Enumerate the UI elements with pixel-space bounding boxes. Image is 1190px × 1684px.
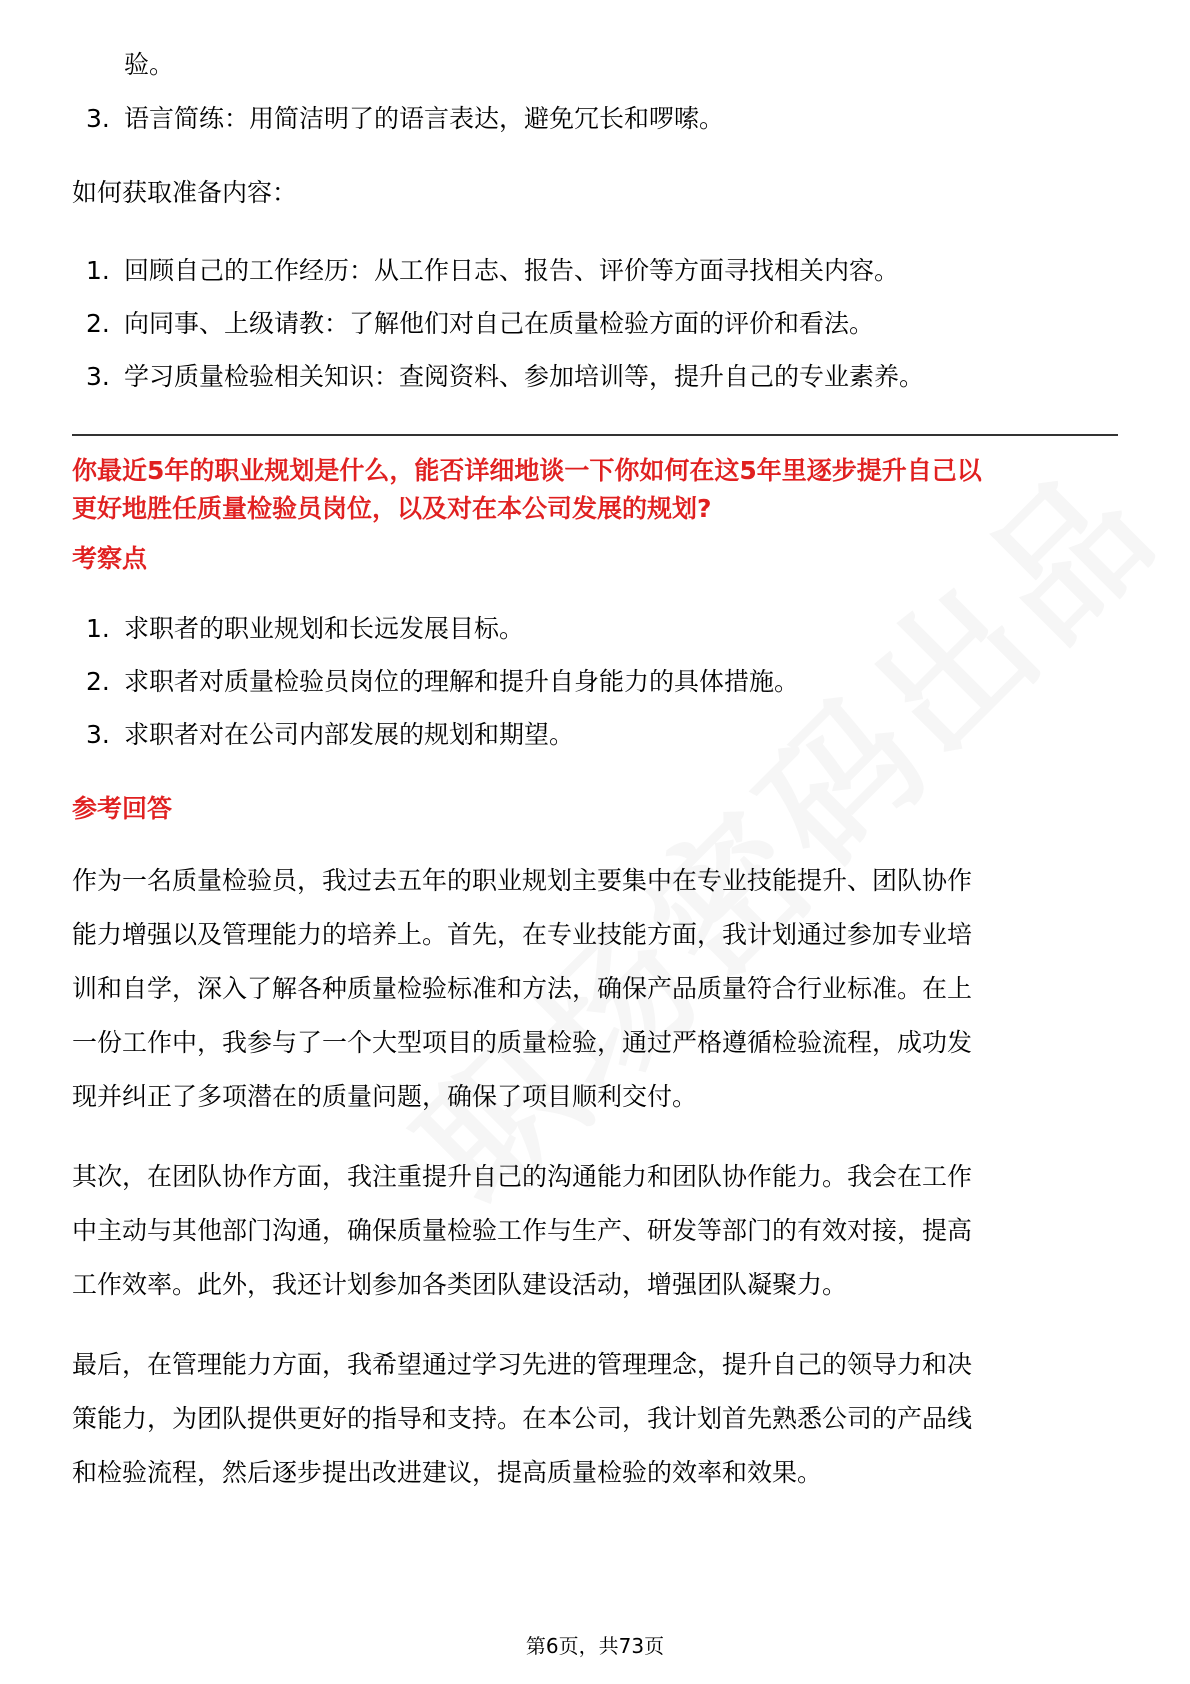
list-number: 1.: [86, 256, 110, 285]
list-item: [72, 612, 1118, 646]
list-item-text: 学习质量检验相关知识：查阅资料、参加培训等，提升自己的专业素养。: [124, 362, 925, 391]
list-number: 3.: [86, 362, 110, 391]
paragraph-line: 其次，在团队协作方面，我注重提升自己的沟通能力和团队协作能力。我会在工作: [72, 1162, 973, 1191]
page-number: 第6页，共73页: [525, 1634, 665, 1658]
list-number: 1.: [86, 614, 110, 643]
list-item: [72, 360, 1118, 394]
list-number: 3.: [86, 104, 110, 133]
list-item: [72, 254, 1118, 288]
paragraph-line: 能力增强以及管理能力的培养上。首先，在专业技能方面，我计划通过参加专业培: [72, 920, 973, 949]
list-item: [72, 718, 1118, 752]
paragraph-line: 中主动与其他部门沟通，确保质量检验工作与生产、研发等部门的有效对接，提高: [72, 1216, 973, 1245]
list-number: 3.: [86, 720, 110, 749]
paragraph-line: 最后，在管理能力方面，我希望通过学习先进的管理理念，提升自己的领导力和决: [72, 1350, 973, 1379]
answer-paragraph: [72, 854, 1118, 1124]
list-item-text: 回顾自己的工作经历：从工作日志、报告、评价等方面寻找相关内容。: [124, 256, 900, 285]
list-item: [72, 665, 1118, 699]
page-content: [72, 48, 1118, 1500]
examine-list: [72, 612, 1118, 752]
list-item-text: 求职者对在公司内部发展的规划和期望。: [124, 720, 575, 749]
answer-paragraph: [72, 1338, 1118, 1500]
paragraph-line: 作为一名质量检验员，我过去五年的职业规划主要集中在专业技能提升、团队协作: [72, 866, 973, 895]
question-line: 更好地胜任质量检验员岗位，以及对在本公司发展的规划?: [72, 494, 712, 523]
list-number: 2.: [86, 309, 110, 338]
paragraph-line: 训和自学，深入了解各种质量检验标准和方法，确保产品质量符合行业标准。在上: [72, 974, 973, 1003]
list-item-continuation: 验。: [124, 50, 175, 79]
question-title: [72, 452, 1118, 528]
list-item-text: 求职者的职业规划和长远发展目标。: [124, 614, 525, 643]
question-line: 你最近5年的职业规划是什么，能否详细地谈一下你如何在这5年里逐步提升自己以: [72, 456, 982, 485]
list-item-text: 求职者对质量检验员岗位的理解和提升自身能力的具体措施。: [124, 667, 800, 696]
answer-heading: 参考回答: [72, 794, 173, 823]
list-number: 2.: [86, 667, 110, 696]
paragraph-line: 工作效率。此外，我还计划参加各类团队建设活动，增强团队凝聚力。: [72, 1270, 848, 1299]
tips-list: [72, 102, 1118, 136]
examine-heading: 考察点: [72, 544, 148, 573]
answer-paragraph: [72, 1150, 1118, 1312]
prep-list: [72, 254, 1118, 394]
list-item-text: 语言简练：用简洁明了的语言表达，避免冗长和啰嗦。: [124, 104, 725, 133]
paragraph-line: 现并纠正了多项潜在的质量问题，确保了项目顺利交付。: [72, 1082, 698, 1111]
list-item: [72, 102, 1118, 136]
section-divider: [72, 434, 1118, 436]
list-item: [72, 307, 1118, 341]
paragraph-line: 和检验流程，然后逐步提出改进建议，提高质量检验的效率和效果。: [72, 1458, 823, 1487]
paragraph-line: 策能力，为团队提供更好的指导和支持。在本公司，我计划首先熟悉公司的产品线: [72, 1404, 973, 1433]
paragraph-line: 一份工作中，我参与了一个大型项目的质量检验，通过严格遵循检验流程，成功发: [72, 1028, 973, 1057]
prep-title: 如何获取准备内容：: [72, 178, 298, 207]
list-item-text: 向同事、上级请教：了解他们对自己在质量检验方面的评价和看法。: [124, 309, 875, 338]
